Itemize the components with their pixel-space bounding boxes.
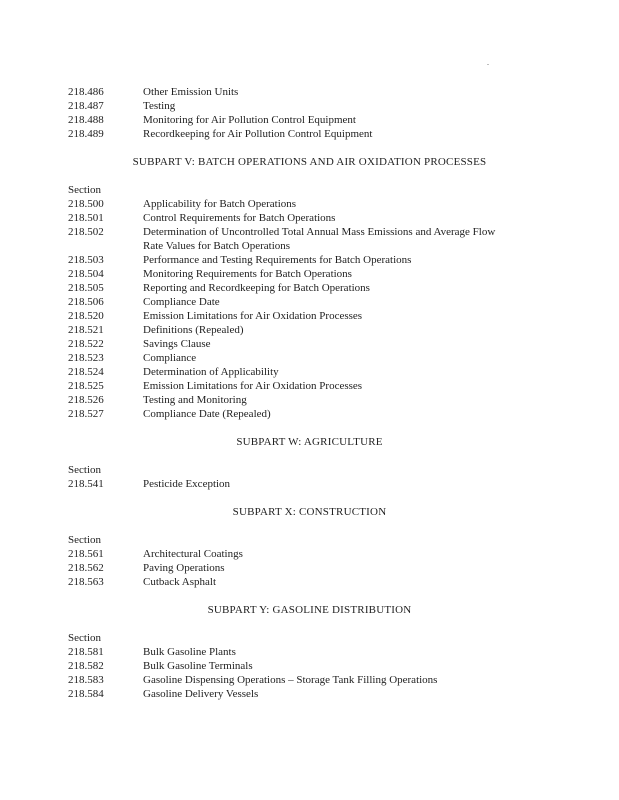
section-title: Bulk Gasoline Plants [143,646,236,658]
section-number: 218.584 [68,688,104,700]
section-number: 218.581 [68,646,104,658]
section-title: Gasoline Delivery Vessels [143,688,259,700]
subpart-x-heading: SUBPART X: CONSTRUCTION [232,506,387,518]
section-title: Monitoring for Air Pollution Control Equipment [143,114,356,126]
section-number: 218.502 [68,226,104,238]
section-title: Compliance [143,352,197,364]
section-label: Section [68,464,101,476]
section-title: Recordkeeping for Air Pollution Control Equipment [143,128,373,140]
section-number: 218.523 [68,352,104,364]
section-number: 218.582 [68,660,104,672]
section-number: 218.503 [68,254,104,266]
section-number: 218.561 [68,548,104,560]
section-number: 218.501 [68,212,104,224]
section-title: Determination of Applicability [143,366,279,378]
section-number: 218.505 [68,282,104,294]
section-number: 218.520 [68,310,104,322]
section-number: 218.487 [68,100,104,112]
section-title: Emission Limitations for Air Oxidation Processes [143,380,363,392]
section-title: Definitions (Repealed) [143,324,244,336]
section-number: 218.500 [68,198,104,210]
section-title: Control Requirements for Batch Operations [143,212,336,224]
section-number: 218.489 [68,128,104,140]
section-title: Emission Limitations for Air Oxidation Processes [143,310,363,322]
section-number: 218.562 [68,562,104,574]
section-title: Compliance Date (Repealed) [143,408,271,420]
section-number: 218.506 [68,296,104,308]
section-title: Reporting and Recordkeeping for Batch Operations [143,282,370,294]
section-number: 218.504 [68,268,104,280]
section-number: 218.583 [68,674,104,686]
subpart-w-heading: SUBPART W: AGRICULTURE [236,436,383,448]
section-label: Section [68,632,101,644]
section-number: 218.527 [68,408,104,420]
section-number: 218.522 [68,338,104,350]
section-number: 218.526 [68,394,104,406]
section-title: Rate Values for Batch Operations [143,240,291,252]
section-number: 218.488 [68,114,104,126]
subpart-y-heading: SUBPART Y: GASOLINE DISTRIBUTION [207,604,412,616]
section-label: Section [68,184,101,196]
section-title: Monitoring Requirements for Batch Operations [143,268,352,280]
section-title: Savings Clause [143,338,211,350]
section-title: Determination of Uncontrolled Total Annual Mass Emissions and Average Flow [143,226,496,238]
section-title: Cutback Asphalt [143,576,217,588]
section-title: Pesticide Exception [143,478,231,490]
section-title: Bulk Gasoline Terminals [143,660,253,672]
section-title: Applicability for Batch Operations [143,198,297,210]
section-number: 218.524 [68,366,104,378]
section-title: Other Emission Units [143,86,239,98]
section-title: Paving Operations [143,562,225,574]
section-title: Testing and Monitoring [143,394,247,406]
section-number: 218.563 [68,576,104,588]
section-number: 218.541 [68,478,104,490]
section-label: Section [68,534,101,546]
section-number: 218.525 [68,380,104,392]
section-title: Testing [143,100,176,112]
section-title: Architectural Coatings [143,548,243,560]
section-title: Performance and Testing Requirements for Batch Operations [143,254,412,266]
section-title: Gasoline Dispensing Operations – Storage Tank Filling Operations [143,674,438,686]
page-mark: . [487,58,489,67]
section-number: 218.486 [68,86,104,98]
section-title: Compliance Date [143,296,220,308]
section-number: 218.521 [68,324,104,336]
subpart-v-heading: SUBPART V: BATCH OPERATIONS AND AIR OXIDATION PROCESSES [132,156,487,168]
